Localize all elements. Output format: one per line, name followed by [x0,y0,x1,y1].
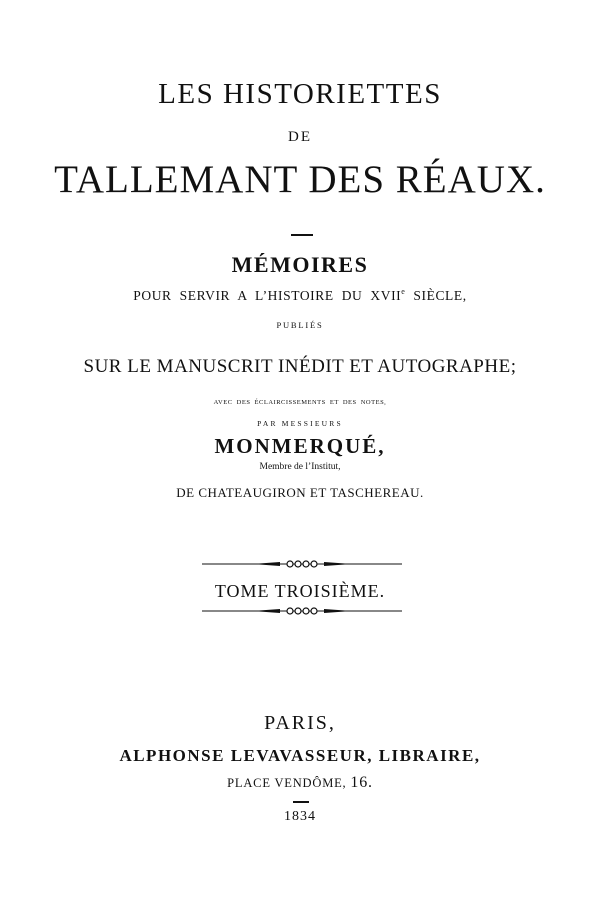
address-prefix: PLACE VENDÔME, [227,776,351,790]
purpose-suffix: SIÈCLE, [405,288,467,303]
purpose-line [0,288,600,303]
manuscript-line: SUR LE MANUSCRIT INÉDIT ET AUTOGRAPHE; [83,356,517,377]
city: PARIS, [264,712,336,734]
notes-line: AVEC DES ÉCLAIRCISSEMENTS ET DES NOTES, [213,399,387,406]
publication-year: 1834 [284,809,316,824]
ornament-rule-top [202,559,402,569]
editor-affiliation: Membre de l’Institut, [259,462,341,472]
subtitle: MÉMOIRES [231,252,369,277]
title-divider [291,234,313,236]
publisher: ALPHONSE LEVAVASSEUR, LIBRAIRE, [119,746,481,765]
title-line-1: LES HISTORIETTES [158,78,442,110]
editor-monmerque: MONMERQUÉ, [214,434,386,458]
title-de: DE [288,129,312,145]
publisher-address [0,775,600,791]
ornament-rule-bottom [202,606,402,616]
par-line: PAR MESSIEURS [257,419,343,428]
editors-line: DE CHATEAUGIRON ET TASCHEREAU. [176,485,424,500]
purpose-prefix: POUR SERVIR A L’HISTOIRE DU XVII [133,288,402,303]
volume-label: TOME TROISIÈME. [214,581,386,601]
address-number: 16. [350,774,373,791]
purpose-superscript: e [401,287,406,296]
publies-line: PUBLIÉS [276,320,324,330]
year-divider [293,801,309,803]
title-line-2: TALLEMANT DES RÉAUX. [54,158,546,201]
